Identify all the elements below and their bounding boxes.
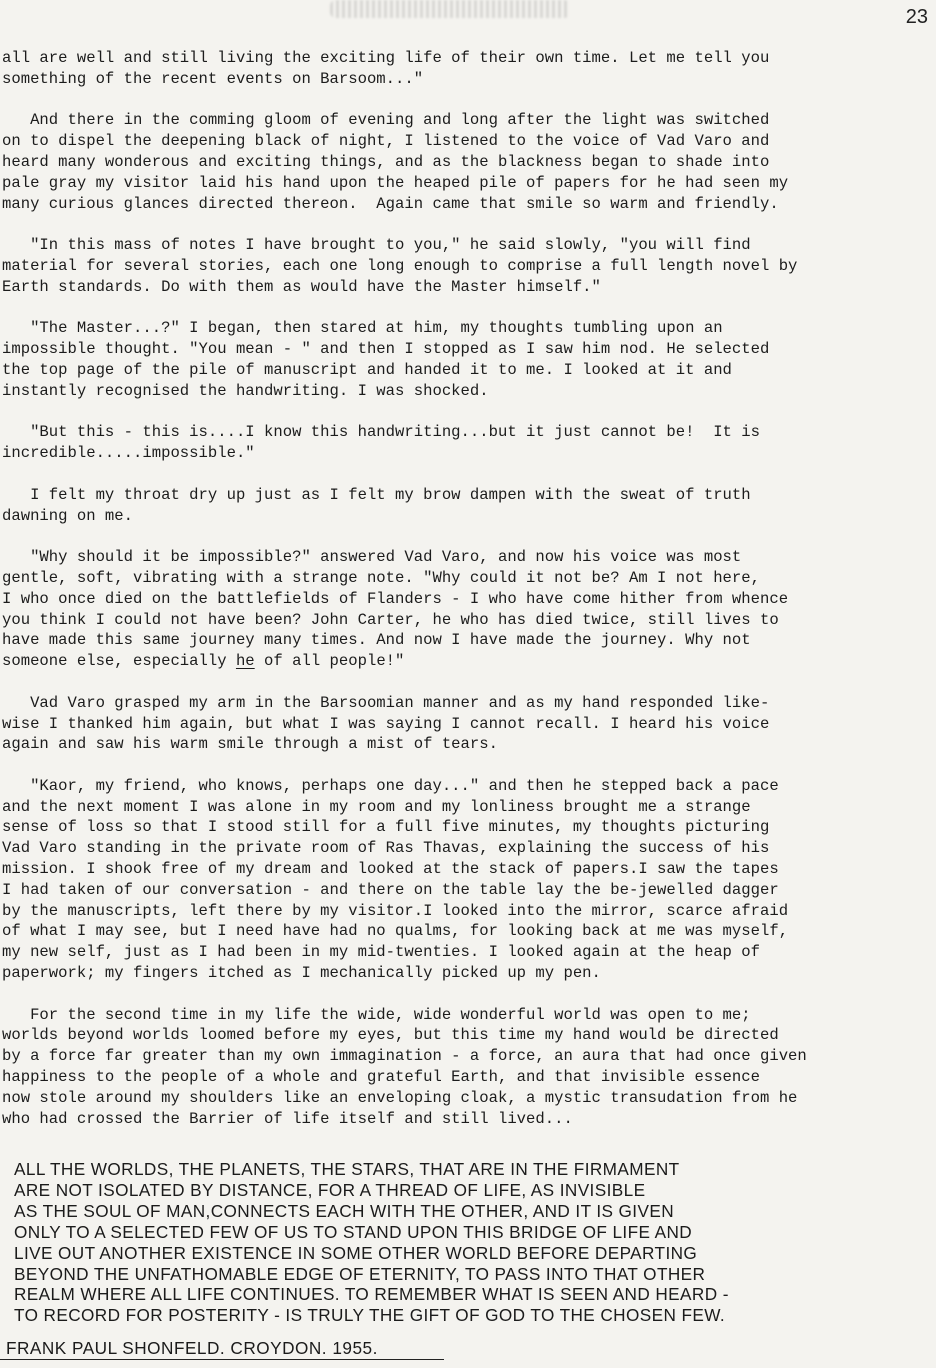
- caps-line: BEYOND THE UNFATHOMABLE EDGE OF ETERNITY, TO PASS INTO THAT OTHER: [14, 1263, 706, 1284]
- caps-line: REALM WHERE ALL LIFE CONTINUES. TO REMEMBER WHAT IS SEEN AND HEARD -: [14, 1284, 729, 1305]
- caps-line: TO RECORD FOR POSTERITY - IS TRULY THE GIFT OF GOD TO THE CHOSEN FEW.: [14, 1305, 726, 1326]
- paragraph-line: incredible.....impossible.": [2, 444, 255, 463]
- paragraph-line: again and saw his warm smile through a mist of tears.: [2, 735, 498, 754]
- paragraph-line: my new self, just as I had been in my mid-twenties. I looked again at the heap of: [2, 943, 760, 962]
- paragraph-line: paperwork; my fingers itched as I mechanically picked up my pen.: [2, 964, 601, 983]
- paragraph-line: I had taken of our conversation - and there on the table lay the be-jewelled dagger: [2, 880, 779, 899]
- paragraph-line: the top page of the pile of manuscript and handed it to me. I looked at it and: [2, 360, 732, 379]
- page-number: 23: [905, 6, 928, 28]
- paragraph-line: heard many wonderous and exciting things, and as the blackness began to shade into: [2, 152, 770, 171]
- paragraph-line: pale gray my visitor laid his hand upon the heaped pile of papers for he had seen my: [2, 173, 789, 192]
- paragraph-line-suffix: of all people!": [254, 652, 405, 671]
- paragraph-line: wise I thanked him again, but what I was saying I cannot recall. I heard his voice: [2, 714, 770, 733]
- paragraph-3: [2, 235, 922, 297]
- paragraph-line: all are well and still living the exciting life of their own time. Let me tell you: [2, 49, 770, 67]
- paragraph-line: Vad Varo grasped my arm in the Barsoomian manner and as my hand responded like-: [2, 693, 770, 712]
- paragraph-9: [2, 776, 922, 984]
- paragraph-line: And there in the comming gloom of evening and long after the light was switched: [2, 111, 770, 130]
- paragraph-8: [2, 693, 922, 755]
- paragraph-line-prefix: someone else, especially: [2, 652, 236, 671]
- paragraph-line: I felt my throat dry up just as I felt my brow dampen with the sweat of truth: [2, 485, 751, 504]
- caps-line: ALL THE WORLDS, THE PLANETS, THE STARS, THAT ARE IN THE FIRMAMENT: [14, 1159, 680, 1179]
- paragraph-4: [2, 318, 922, 401]
- paragraph-5: [2, 422, 922, 464]
- faded-header-mark: [330, 0, 570, 18]
- paragraph-10: [2, 1005, 922, 1130]
- paragraph-line: worlds beyond worlds loomed before my eyes, but this time my hand would be directed: [2, 1026, 779, 1045]
- paragraph-1: [2, 48, 922, 90]
- paragraph-line: "But this - this is....I know this handwriting...but it just cannot be! It is: [2, 423, 760, 442]
- caps-line: ONLY TO A SELECTED FEW OF US TO STAND UPON THIS BRIDGE OF LIFE AND: [14, 1221, 693, 1242]
- paragraph-line: and the next moment I was alone in my room and my lonliness brought me a strange: [2, 797, 751, 816]
- paragraph-line: "The Master...?" I began, then stared at him, my thoughts tumbling upon an: [2, 319, 723, 338]
- paragraph-line: dawning on me.: [2, 506, 134, 525]
- paragraph-7: [2, 547, 922, 672]
- paragraph-line: material for several stories, each one long enough to comprise a full length novel by: [2, 256, 798, 275]
- paragraph-line: For the second time in my life the wide, wide wonderful world was open to me;: [2, 1005, 751, 1024]
- signature-underline: [0, 1359, 444, 1360]
- paragraph-line: now stole around my shoulders like an enveloping cloak, a mystic transudation from he: [2, 1088, 798, 1107]
- paragraph-line: I who once died on the battlefields of Flanders - I who have come hither from whence: [2, 589, 789, 608]
- paragraph-line: "Why should it be impossible?" answered Vad Varo, and now his voice was most: [2, 548, 742, 567]
- underlined-word: he: [235, 652, 255, 671]
- paragraph-line: instantly recognised the handwriting. I was shocked.: [2, 381, 489, 400]
- paragraph-line: you think I could not have been? John Carter, he who has died twice, still lives to: [2, 610, 779, 629]
- paragraph-line: mission. I shook free of my dream and looked at the stack of papers.I saw the tapes: [2, 860, 779, 879]
- closing-caps-passage: [14, 1159, 919, 1326]
- paragraph-6: [2, 485, 922, 527]
- paragraph-line: Earth standards. Do with them as would have the Master himself.": [2, 277, 601, 296]
- caps-line: AS THE SOUL OF MAN,CONNECTS EACH WITH THE OTHER, AND IT IS GIVEN: [14, 1200, 675, 1221]
- paragraph-line: "Kaor, my friend, who knows, perhaps one day..." and then he stepped back a pace: [2, 776, 779, 795]
- paragraph-line: gentle, soft, vibrating with a strange note. "Why could it not be? Am I not here,: [2, 568, 760, 587]
- paragraph-line: who had crossed the Barrier of life itself and still lived...: [2, 1109, 573, 1128]
- paragraph-line: have made this same journey many times. And now I have made the journey. Why not: [2, 631, 751, 650]
- paragraph-2: [2, 110, 922, 214]
- paragraph-line: "In this mass of notes I have brought to you," he said slowly, "you will find: [2, 236, 751, 255]
- paragraph-line: of what I may see, but I need have had no qualms, for looking back at me was myself,: [2, 922, 789, 941]
- paragraph-line: Vad Varo standing in the private room of Ras Thavas, explaining the success of his: [2, 839, 770, 858]
- caps-line: LIVE OUT ANOTHER EXISTENCE IN SOME OTHER WORLD BEFORE DEPARTING: [14, 1242, 698, 1263]
- body-text: [2, 48, 922, 1150]
- author-signature: FRANK PAUL SHONFELD. CROYDON. 1955.: [6, 1338, 378, 1358]
- paragraph-line: something of the recent events on Barsoom...": [2, 69, 424, 88]
- paragraph-line: impossible thought. "You mean - " and then I stopped as I saw him nod. He selected: [2, 340, 770, 359]
- paragraph-line: by a force far greater than my own immagination - a force, an aura that had once given: [2, 1047, 807, 1066]
- paragraph-line: by the manuscripts, left there by my visitor.I looked into the mirror, scarce afraid: [2, 901, 789, 920]
- paragraph-line: on to dispel the deepening black of night, I listened to the voice of Vad Varo and: [2, 132, 770, 151]
- paragraph-line: happiness to the people of a whole and grateful Earth, and that invisible essence: [2, 1068, 760, 1087]
- paragraph-line: sense of loss so that I stood still for a full five minutes, my thoughts picturing: [2, 818, 770, 837]
- paragraph-line: many curious glances directed thereon. Again came that smile so warm and friendly.: [2, 194, 779, 213]
- caps-line: ARE NOT ISOLATED BY DISTANCE, FOR A THREAD OF LIFE, AS INVISIBLE: [14, 1179, 646, 1200]
